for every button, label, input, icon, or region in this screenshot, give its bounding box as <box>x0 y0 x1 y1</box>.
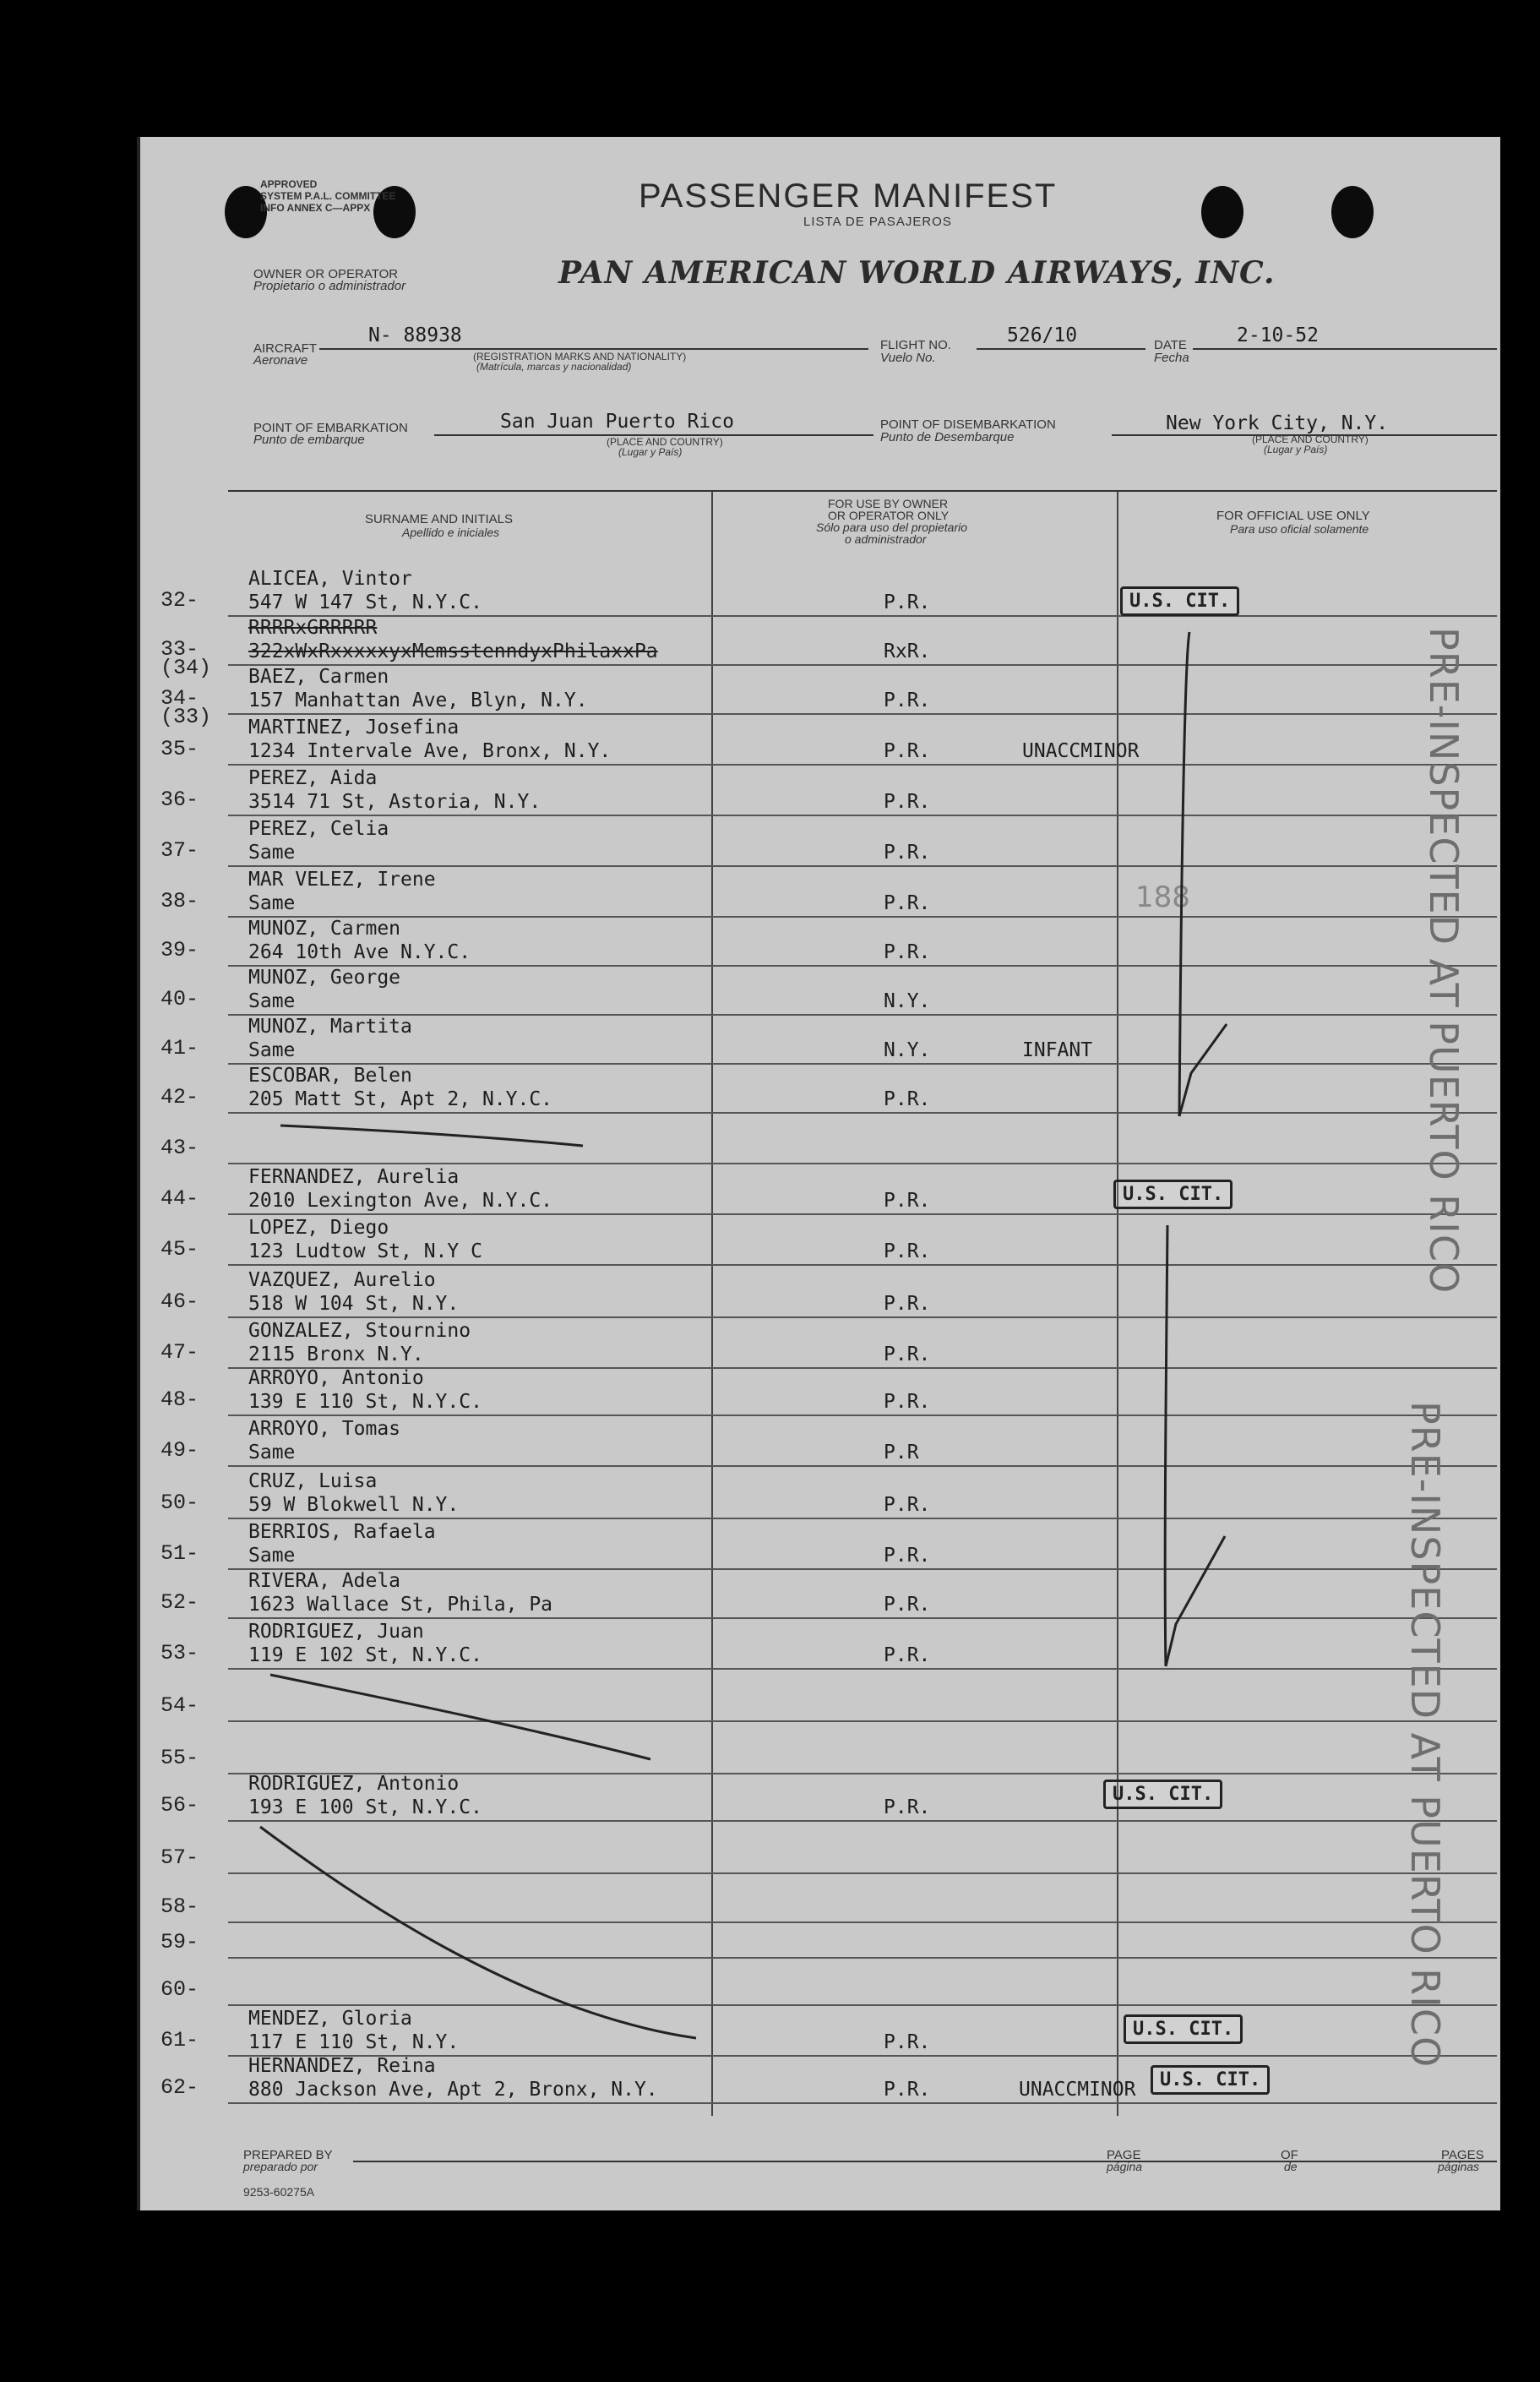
official-check-line <box>1179 632 1189 1116</box>
embarkation-label: POINT OF EMBARKATION <box>253 421 408 435</box>
passenger-name: ESCOBAR, Belen <box>248 1065 412 1087</box>
pages-label-es: páginas <box>1438 2160 1480 2173</box>
us-cit-stamp: U.S. CIT. <box>1151 2065 1270 2095</box>
owner-use-value: P.R. <box>884 1644 931 1666</box>
row-number: 45- <box>161 1237 199 1262</box>
owner-use-value: P.R. <box>884 842 931 864</box>
owner-use-value: P.R. <box>884 1545 931 1567</box>
embark-place-note-es: (Lugar y País) <box>618 446 683 458</box>
passenger-name: VAZQUEZ, Aurelio <box>248 1269 436 1291</box>
row-number: 39- <box>161 938 199 962</box>
of-label-es: de <box>1284 2160 1298 2173</box>
owner-use-value: P.R. <box>884 941 931 963</box>
row-number: 58- <box>161 1894 199 1919</box>
row-number: 47- <box>161 1340 199 1365</box>
passenger-address: Same <box>248 892 296 914</box>
flight-date: 2-10-52 <box>1237 324 1319 346</box>
owner-use-value: P.R. <box>884 2079 931 2101</box>
passenger-name: RODRIGUEZ, Antonio <box>248 1773 460 1795</box>
passenger-address: 3514 71 St, Astoria, N.Y. <box>248 791 541 813</box>
row-note: INFANT <box>1022 1039 1093 1061</box>
owner-use-value: P.R. <box>884 791 931 813</box>
row-number: 55- <box>161 1746 199 1770</box>
owner-use-value: N.Y. <box>884 990 931 1012</box>
prepared-by-label-es: preparado por <box>243 2160 318 2173</box>
passenger-address: 123 Ludtow St, N.Y C <box>248 1240 482 1262</box>
passenger-name: RIVERA, Adela <box>248 1570 401 1592</box>
passenger-address: Same <box>248 1039 296 1061</box>
row-number: 50- <box>161 1491 199 1515</box>
col-owner-header-es-1: Sólo para uso del propietario <box>816 521 968 534</box>
passenger-name: GONZALEZ, Stournino <box>248 1320 471 1342</box>
owner-use-value: P.R <box>884 1442 919 1464</box>
col-official-header: FOR OFFICIAL USE ONLY <box>1216 509 1370 523</box>
col-surname-header: SURNAME AND INITIALS <box>365 512 514 526</box>
col-surname-header-es: Apellido e iniciales <box>402 526 500 539</box>
preinspected-stamp: PRE-INSPECTED AT PUERTO RICO <box>1421 627 1467 1295</box>
row-number: 46- <box>161 1289 199 1314</box>
col-owner-header-es-2: o administrador <box>845 532 927 546</box>
check-mark <box>1166 1536 1225 1666</box>
owner-label-es: Propietario o administrador <box>253 279 406 293</box>
preinspected-stamp: PRE-INSPECTED AT PUERTO RICO <box>1402 1401 1448 2069</box>
strike-line <box>270 1675 650 1759</box>
owner-use-value: P.R. <box>884 1190 931 1212</box>
passenger-address: Same <box>248 1545 296 1567</box>
date-label-es: Fecha <box>1154 351 1189 365</box>
passenger-name: MAR VELEZ, Irene <box>248 869 436 891</box>
passenger-name: MARTINEZ, Josefina <box>248 717 460 739</box>
passenger-name: BAEZ, Carmen <box>248 666 389 688</box>
flight-number: 526/10 <box>1007 324 1078 346</box>
row-number: 42- <box>161 1085 199 1109</box>
owner-label: OWNER OR OPERATOR <box>253 267 399 281</box>
row-number: 41- <box>161 1036 199 1060</box>
row-number: 32- <box>161 588 199 613</box>
row-number: 57- <box>161 1845 199 1870</box>
row-number: 38- <box>161 889 199 913</box>
owner-use-value: P.R. <box>884 1391 931 1413</box>
handwritten-number: 188 <box>1135 880 1190 914</box>
embark-place-note: (PLACE AND COUNTRY) <box>607 436 723 448</box>
approval-line-1: APPROVED <box>260 178 318 190</box>
passenger-name: FERNANDEZ, Aurelia <box>248 1166 460 1188</box>
owner-use-value: P.R. <box>884 2031 931 2053</box>
row-number: 43- <box>161 1136 199 1160</box>
row-number: 60- <box>161 1977 199 2002</box>
row-number: 48- <box>161 1387 199 1412</box>
aircraft-value: N- 88938 <box>368 324 462 346</box>
row-number: 52- <box>161 1590 199 1615</box>
owner-use-value: P.R. <box>884 1796 931 1818</box>
owner-use-value: P.R. <box>884 740 931 762</box>
approval-line-2: SYSTEM P.A.L. COMMITTEE <box>260 190 396 202</box>
col-owner-header-1: FOR USE BY OWNER <box>828 497 949 510</box>
row-number: 53- <box>161 1641 199 1665</box>
passenger-name: BERRIOS, Rafaela <box>248 1521 436 1543</box>
owner-use-value: P.R. <box>884 1293 931 1315</box>
passenger-address: 139 E 110 St, N.Y.C. <box>248 1391 482 1413</box>
check-mark <box>1179 1024 1227 1116</box>
row-number: 36- <box>161 788 199 812</box>
us-cit-stamp: U.S. CIT. <box>1124 2014 1243 2044</box>
passenger-address: 547 W 147 St, N.Y.C. <box>248 591 482 613</box>
disembark-place-note-es: (Lugar y País) <box>1264 444 1328 455</box>
approval-line-3: INFO ANNEX C—APPX <box>260 202 371 214</box>
passenger-address: 119 E 102 St, N.Y.C. <box>248 1644 482 1666</box>
passenger-name: MUNOZ, Carmen <box>248 918 401 940</box>
owner-use-value: P.R. <box>884 892 931 914</box>
owner-use-value: P.R. <box>884 1494 931 1516</box>
form-number: 9253-60275A <box>243 2185 315 2199</box>
passenger-name: ARROYO, Antonio <box>248 1367 424 1389</box>
passenger-address: 193 E 100 St, N.Y.C. <box>248 1796 482 1818</box>
owner-use-value: P.R. <box>884 1594 931 1616</box>
embarkation-label-es: Punto de embarque <box>253 433 365 447</box>
row-number: 37- <box>161 838 199 863</box>
passenger-name: RRRRxGRRRRR <box>248 617 378 639</box>
passenger-name: LOPEZ, Diego <box>248 1217 389 1239</box>
page-title: PASSENGER MANIFEST <box>639 177 1058 215</box>
owner-use-value: P.R. <box>884 1344 931 1365</box>
passenger-name: MUNOZ, George <box>248 967 401 989</box>
owner-use-value: P.R. <box>884 690 931 711</box>
passenger-address: 264 10th Ave N.Y.C. <box>248 941 471 963</box>
passenger-name: MENDEZ, Gloria <box>248 2008 412 2030</box>
row-number: 44- <box>161 1186 199 1211</box>
row-number: 35- <box>161 737 199 761</box>
passenger-address: 59 W Blokwell N.Y. <box>248 1494 460 1516</box>
row-number: 59- <box>161 1930 199 1954</box>
passenger-address: 2010 Lexington Ave, N.Y.C. <box>248 1190 553 1212</box>
owner-use-value: P.R. <box>884 591 931 613</box>
row-number: 33- (34) <box>161 637 212 680</box>
passenger-name: ALICEA, Vintor <box>248 568 412 590</box>
date-label: DATE <box>1154 338 1187 352</box>
strike-line <box>280 1126 583 1146</box>
prepared-by-label: PREPARED BY <box>243 2148 333 2162</box>
of-label: OF <box>1281 2148 1298 2162</box>
passenger-name: PEREZ, Celia <box>248 818 389 840</box>
row-number: 51- <box>161 1541 199 1566</box>
page-label-es: página <box>1107 2160 1143 2173</box>
page-subtitle: LISTA DE PASAJEROS <box>803 215 952 229</box>
embarkation-value: San Juan Puerto Rico <box>500 411 734 433</box>
registration-note-es: (Matrícula, marcas y nacionalidad) <box>476 361 632 373</box>
row-number: 40- <box>161 987 199 1011</box>
passenger-address: Same <box>248 990 296 1012</box>
passenger-name: CRUZ, Luisa <box>248 1470 378 1492</box>
aircraft-label-es: Aeronave <box>253 353 308 368</box>
row-number: 61- <box>161 2028 199 2052</box>
passenger-address: 2115 Bronx N.Y. <box>248 1344 424 1365</box>
passenger-address: 518 W 104 St, N.Y. <box>248 1293 460 1315</box>
page-label: PAGE <box>1107 2148 1141 2162</box>
owner-use-value: P.R. <box>884 1240 931 1262</box>
passenger-address: Same <box>248 842 296 864</box>
owner-use-value: P.R. <box>884 1088 931 1110</box>
flight-label-es: Vuelo No. <box>880 351 936 365</box>
us-cit-stamp: U.S. CIT. <box>1113 1180 1233 1209</box>
col-owner-header-2: OR OPERATOR ONLY <box>828 509 950 522</box>
owner-use-value: N.Y. <box>884 1039 931 1061</box>
row-number: 56- <box>161 1793 199 1818</box>
row-number: 54- <box>161 1693 199 1718</box>
passenger-name: PEREZ, Aida <box>248 767 378 789</box>
operator-name: PAN AMERICAN WORLD AIRWAYS, INC. <box>558 255 1276 291</box>
disembarkation-value: New York City, N.Y. <box>1166 412 1389 434</box>
flight-label: FLIGHT NO. <box>880 338 951 352</box>
us-cit-stamp: U.S. CIT. <box>1103 1780 1222 1809</box>
pages-label: PAGES <box>1441 2148 1484 2162</box>
disembark-place-note: (PLACE AND COUNTRY) <box>1252 433 1369 445</box>
disembarkation-label-es: Punto de Desembarque <box>880 430 1015 444</box>
passenger-address: 1623 Wallace St, Phila, Pa <box>248 1594 553 1616</box>
passenger-address: 117 E 110 St, N.Y. <box>248 2031 460 2053</box>
passenger-address: 322xWxRxxxxxyxMemsstenndyxPhilaxxPa <box>248 640 658 662</box>
row-note: UNACCMINOR <box>1019 2079 1136 2101</box>
us-cit-stamp: U.S. CIT. <box>1120 586 1239 616</box>
passenger-address: Same <box>248 1442 296 1464</box>
passenger-address: 880 Jackson Ave, Apt 2, Bronx, N.Y. <box>248 2079 658 2101</box>
passenger-address: 157 Manhattan Ave, Blyn, N.Y. <box>248 690 588 711</box>
row-number: 34- (33) <box>161 686 212 729</box>
passenger-address: 205 Matt St, Apt 2, N.Y.C. <box>248 1088 553 1110</box>
disembarkation-label: POINT OF DISEMBARKATION <box>880 417 1056 432</box>
row-note: UNACCMINOR <box>1022 740 1140 762</box>
strike-line <box>260 1827 696 2038</box>
owner-use-value: RxR. <box>884 640 931 662</box>
manifest-sheet <box>137 137 1500 2210</box>
passenger-name: RODRIGUEZ, Juan <box>248 1621 424 1643</box>
passenger-address: 1234 Intervale Ave, Bronx, N.Y. <box>248 740 612 762</box>
row-number: 62- <box>161 2075 199 2100</box>
aircraft-label: AIRCRAFT <box>253 341 317 356</box>
pen-marks <box>140 137 1500 2210</box>
col-official-header-es: Para uso oficial solamente <box>1230 522 1369 536</box>
official-check-line <box>1165 1225 1167 1666</box>
registration-note: (REGISTRATION MARKS AND NATIONALITY) <box>473 351 687 362</box>
passenger-name: ARROYO, Tomas <box>248 1418 401 1440</box>
passenger-name: HERNANDEZ, Reina <box>248 2055 436 2077</box>
passenger-name: MUNOZ, Martita <box>248 1016 412 1038</box>
row-number: 49- <box>161 1438 199 1463</box>
